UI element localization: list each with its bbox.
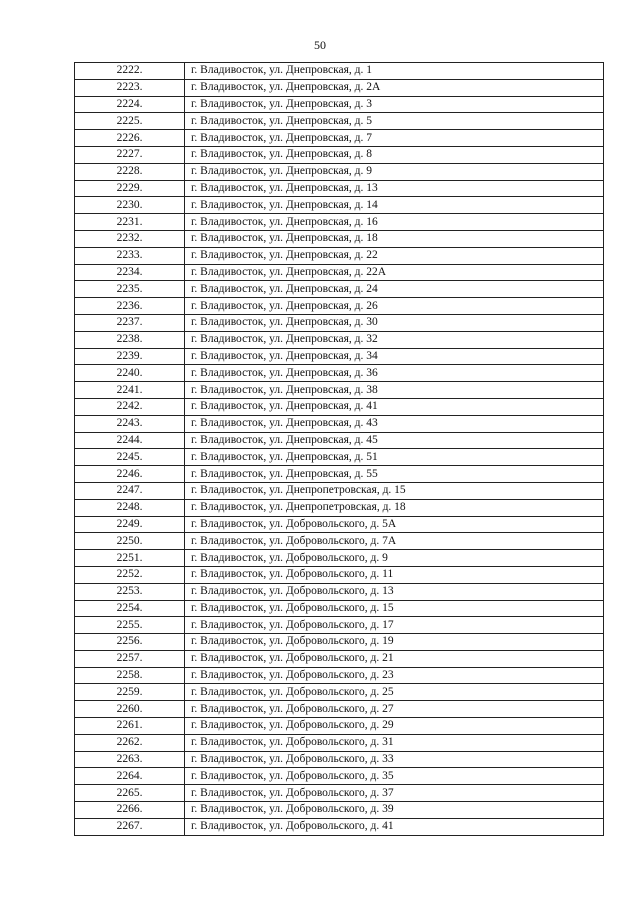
row-address: г. Владивосток, ул. Днепровская, д. 2А bbox=[185, 79, 604, 96]
row-number: 2256. bbox=[75, 634, 185, 651]
row-number: 2257. bbox=[75, 650, 185, 667]
row-address: г. Владивосток, ул. Днепровская, д. 18 bbox=[185, 230, 604, 247]
row-number: 2240. bbox=[75, 365, 185, 382]
table-row bbox=[75, 79, 604, 96]
row-address: г. Владивосток, ул. Добровольского, д. 31 bbox=[185, 734, 604, 751]
row-number: 2235. bbox=[75, 281, 185, 298]
table-row bbox=[75, 634, 604, 651]
table-row bbox=[75, 734, 604, 751]
row-number: 2254. bbox=[75, 600, 185, 617]
row-number: 2252. bbox=[75, 566, 185, 583]
row-address: г. Владивосток, ул. Добровольского, д. 11 bbox=[185, 566, 604, 583]
table-row bbox=[75, 550, 604, 567]
table-row bbox=[75, 600, 604, 617]
row-address: г. Владивосток, ул. Добровольского, д. 21 bbox=[185, 650, 604, 667]
table-row bbox=[75, 466, 604, 483]
row-number: 2250. bbox=[75, 533, 185, 550]
row-number: 2258. bbox=[75, 667, 185, 684]
row-address: г. Владивосток, ул. Добровольского, д. 27 bbox=[185, 701, 604, 718]
row-address: г. Владивосток, ул. Добровольского, д. 29 bbox=[185, 718, 604, 735]
table-row bbox=[75, 146, 604, 163]
row-number: 2247. bbox=[75, 482, 185, 499]
table-row bbox=[75, 583, 604, 600]
row-number: 2246. bbox=[75, 466, 185, 483]
row-number: 2245. bbox=[75, 449, 185, 466]
row-address: г. Владивосток, ул. Днепровская, д. 8 bbox=[185, 146, 604, 163]
page-number: 50 bbox=[314, 38, 326, 52]
row-number: 2237. bbox=[75, 314, 185, 331]
row-address: г. Владивосток, ул. Днепровская, д. 41 bbox=[185, 398, 604, 415]
table-row bbox=[75, 449, 604, 466]
row-address: г. Владивосток, ул. Добровольского, д. 23 bbox=[185, 667, 604, 684]
row-number: 2234. bbox=[75, 264, 185, 281]
table-row bbox=[75, 264, 604, 281]
table-row bbox=[75, 566, 604, 583]
table-row bbox=[75, 684, 604, 701]
row-address: г. Владивосток, ул. Днепровская, д. 45 bbox=[185, 432, 604, 449]
table-row bbox=[75, 348, 604, 365]
row-address: г. Владивосток, ул. Добровольского, д. 17 bbox=[185, 617, 604, 634]
table-row bbox=[75, 230, 604, 247]
row-address: г. Владивосток, ул. Днепровская, д. 55 bbox=[185, 466, 604, 483]
row-number: 2263. bbox=[75, 751, 185, 768]
table-row bbox=[75, 298, 604, 315]
table-row bbox=[75, 214, 604, 231]
row-address: г. Владивосток, ул. Добровольского, д. 33 bbox=[185, 751, 604, 768]
row-number: 2249. bbox=[75, 516, 185, 533]
table-row bbox=[75, 96, 604, 113]
row-number: 2227. bbox=[75, 146, 185, 163]
table-row bbox=[75, 180, 604, 197]
table-row bbox=[75, 163, 604, 180]
row-number: 2236. bbox=[75, 298, 185, 315]
row-number: 2239. bbox=[75, 348, 185, 365]
row-number: 2226. bbox=[75, 130, 185, 147]
table-row bbox=[75, 432, 604, 449]
row-address: г. Владивосток, ул. Днепровская, д. 22А bbox=[185, 264, 604, 281]
row-number: 2243. bbox=[75, 415, 185, 432]
table-row bbox=[75, 785, 604, 802]
table-row bbox=[75, 247, 604, 264]
table-row bbox=[75, 382, 604, 399]
row-number: 2267. bbox=[75, 818, 185, 835]
table-row bbox=[75, 415, 604, 432]
row-number: 2262. bbox=[75, 734, 185, 751]
row-address: г. Владивосток, ул. Днепровская, д. 13 bbox=[185, 180, 604, 197]
table-row bbox=[75, 499, 604, 516]
table-row bbox=[75, 197, 604, 214]
row-number: 2225. bbox=[75, 113, 185, 130]
row-number: 2224. bbox=[75, 96, 185, 113]
row-number: 2259. bbox=[75, 684, 185, 701]
row-address: г. Владивосток, ул. Днепровская, д. 24 bbox=[185, 281, 604, 298]
row-number: 2238. bbox=[75, 331, 185, 348]
row-number: 2241. bbox=[75, 382, 185, 399]
row-address: г. Владивосток, ул. Добровольского, д. 41 bbox=[185, 818, 604, 835]
row-number: 2244. bbox=[75, 432, 185, 449]
table-row bbox=[75, 113, 604, 130]
row-address: г. Владивосток, ул. Днепровская, д. 34 bbox=[185, 348, 604, 365]
row-address: г. Владивосток, ул. Днепровская, д. 14 bbox=[185, 197, 604, 214]
row-address: г. Владивосток, ул. Днепровская, д. 22 bbox=[185, 247, 604, 264]
row-address: г. Владивосток, ул. Добровольского, д. 19 bbox=[185, 634, 604, 651]
row-address: г. Владивосток, ул. Днепровская, д. 30 bbox=[185, 314, 604, 331]
table-row bbox=[75, 281, 604, 298]
table-row bbox=[75, 63, 604, 80]
row-address: г. Владивосток, ул. Днепровская, д. 43 bbox=[185, 415, 604, 432]
row-address: г. Владивосток, ул. Днепропетровская, д. 18 bbox=[185, 499, 604, 516]
row-address: г. Владивосток, ул. Добровольского, д. 39 bbox=[185, 802, 604, 819]
row-address: г. Владивосток, ул. Добровольского, д. 37 bbox=[185, 785, 604, 802]
row-number: 2266. bbox=[75, 802, 185, 819]
row-address: г. Владивосток, ул. Добровольского, д. 13 bbox=[185, 583, 604, 600]
table-row bbox=[75, 617, 604, 634]
table-row bbox=[75, 365, 604, 382]
row-number: 2231. bbox=[75, 214, 185, 231]
row-address: г. Владивосток, ул. Днепровская, д. 3 bbox=[185, 96, 604, 113]
table-row bbox=[75, 516, 604, 533]
row-number: 2222. bbox=[75, 63, 185, 80]
row-address: г. Владивосток, ул. Днепровская, д. 38 bbox=[185, 382, 604, 399]
row-address: г. Владивосток, ул. Днепровская, д. 16 bbox=[185, 214, 604, 231]
table-row bbox=[75, 751, 604, 768]
table-row bbox=[75, 718, 604, 735]
row-address: г. Владивосток, ул. Днепровская, д. 1 bbox=[185, 63, 604, 80]
row-address: г. Владивосток, ул. Добровольского, д. 35 bbox=[185, 768, 604, 785]
table-row bbox=[75, 802, 604, 819]
row-number: 2223. bbox=[75, 79, 185, 96]
row-address: г. Владивосток, ул. Днепровская, д. 9 bbox=[185, 163, 604, 180]
row-address: г. Владивосток, ул. Добровольского, д. 25 bbox=[185, 684, 604, 701]
table-row bbox=[75, 818, 604, 835]
table-row bbox=[75, 331, 604, 348]
row-number: 2248. bbox=[75, 499, 185, 516]
row-address: г. Владивосток, ул. Добровольского, д. 7А bbox=[185, 533, 604, 550]
row-address: г. Владивосток, ул. Добровольского, д. 5А bbox=[185, 516, 604, 533]
row-address: г. Владивосток, ул. Днепровская, д. 36 bbox=[185, 365, 604, 382]
table-row bbox=[75, 314, 604, 331]
row-number: 2233. bbox=[75, 247, 185, 264]
row-address: г. Владивосток, ул. Днепровская, д. 26 bbox=[185, 298, 604, 315]
table-row bbox=[75, 768, 604, 785]
row-number: 2228. bbox=[75, 163, 185, 180]
address-table bbox=[74, 62, 604, 836]
table-row bbox=[75, 701, 604, 718]
row-number: 2251. bbox=[75, 550, 185, 567]
table-row bbox=[75, 667, 604, 684]
row-number: 2255. bbox=[75, 617, 185, 634]
row-number: 2264. bbox=[75, 768, 185, 785]
row-number: 2261. bbox=[75, 718, 185, 735]
row-address: г. Владивосток, ул. Днепровская, д. 51 bbox=[185, 449, 604, 466]
table-row bbox=[75, 650, 604, 667]
row-address: г. Владивосток, ул. Добровольского, д. 9 bbox=[185, 550, 604, 567]
row-number: 2242. bbox=[75, 398, 185, 415]
table-row bbox=[75, 482, 604, 499]
row-address: г. Владивосток, ул. Днепровская, д. 5 bbox=[185, 113, 604, 130]
row-number: 2230. bbox=[75, 197, 185, 214]
row-number: 2260. bbox=[75, 701, 185, 718]
row-address: г. Владивосток, ул. Добровольского, д. 15 bbox=[185, 600, 604, 617]
table-row bbox=[75, 533, 604, 550]
row-address: г. Владивосток, ул. Днепровская, д. 32 bbox=[185, 331, 604, 348]
row-number: 2265. bbox=[75, 785, 185, 802]
table-row bbox=[75, 130, 604, 147]
table-row bbox=[75, 398, 604, 415]
row-address: г. Владивосток, ул. Днепровская, д. 7 bbox=[185, 130, 604, 147]
row-address: г. Владивосток, ул. Днепропетровская, д. 15 bbox=[185, 482, 604, 499]
row-number: 2229. bbox=[75, 180, 185, 197]
row-number: 2253. bbox=[75, 583, 185, 600]
address-table-body bbox=[75, 63, 604, 836]
row-number: 2232. bbox=[75, 230, 185, 247]
